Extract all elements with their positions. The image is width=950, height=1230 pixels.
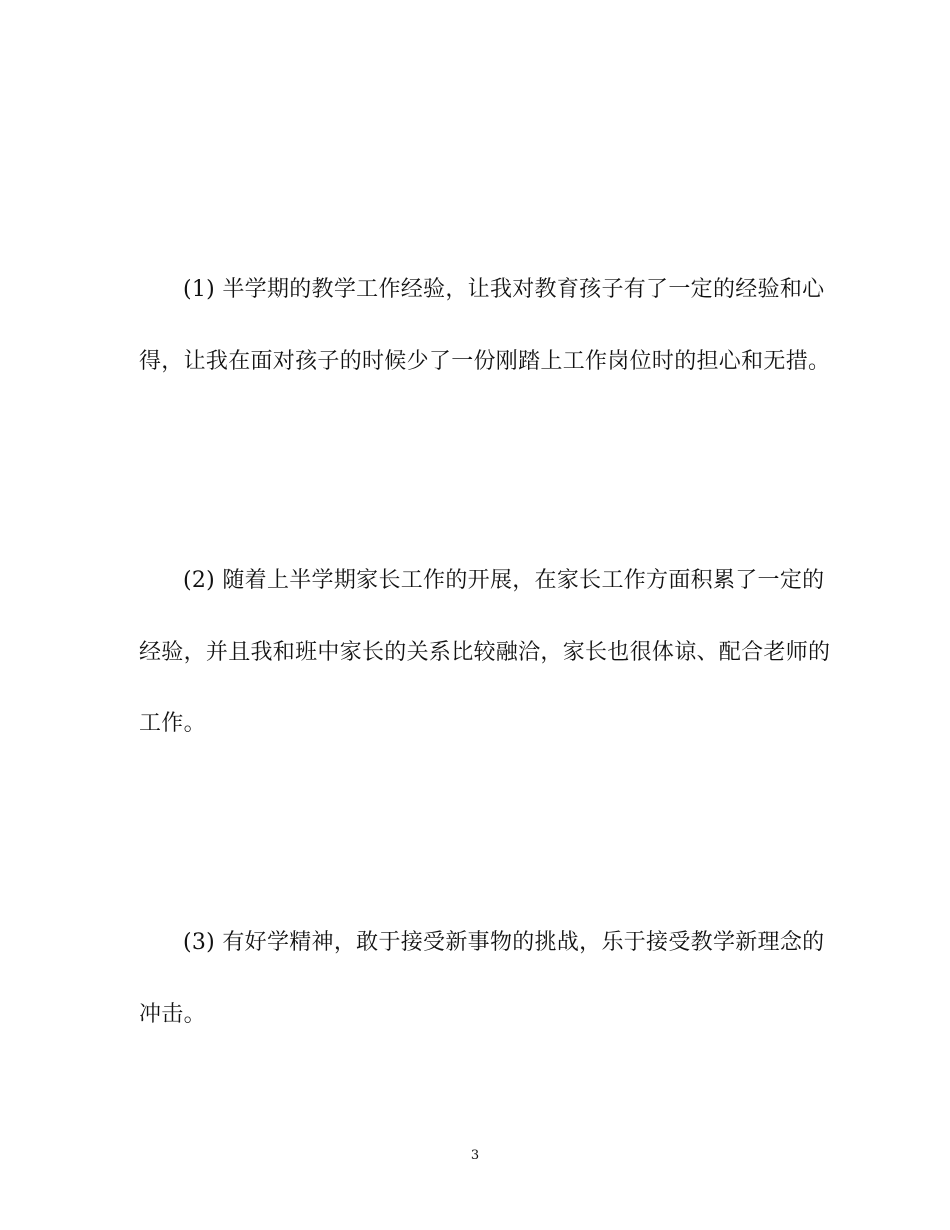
page-number: 3 — [470, 1148, 480, 1163]
paragraph-3-line-2: 冲击。 — [139, 1002, 206, 1027]
paragraph-1-line-1: (1) 半学期的教学工作经验，让我对教育孩子有了一定的经验和心 — [183, 277, 825, 302]
paragraph-2-line-1: (2) 随着上半学期家长工作的开展，在家长工作方面积累了一定的 — [183, 568, 825, 593]
paragraph-2-line-2: 经验，并且我和班中家长的关系比较融洽，家长也很体谅、配合老师的 — [139, 640, 831, 665]
paragraph-1-line-2: 得，让我在面对孩子的时候少了一份刚踏上工作岗位时的担心和无措。 — [139, 349, 831, 374]
paragraph-2-line-3: 工作。 — [139, 711, 206, 736]
paragraph-3-line-1: (3) 有好学精神，敢于接受新事物的挑战，乐于接受教学新理念的 — [183, 930, 825, 955]
